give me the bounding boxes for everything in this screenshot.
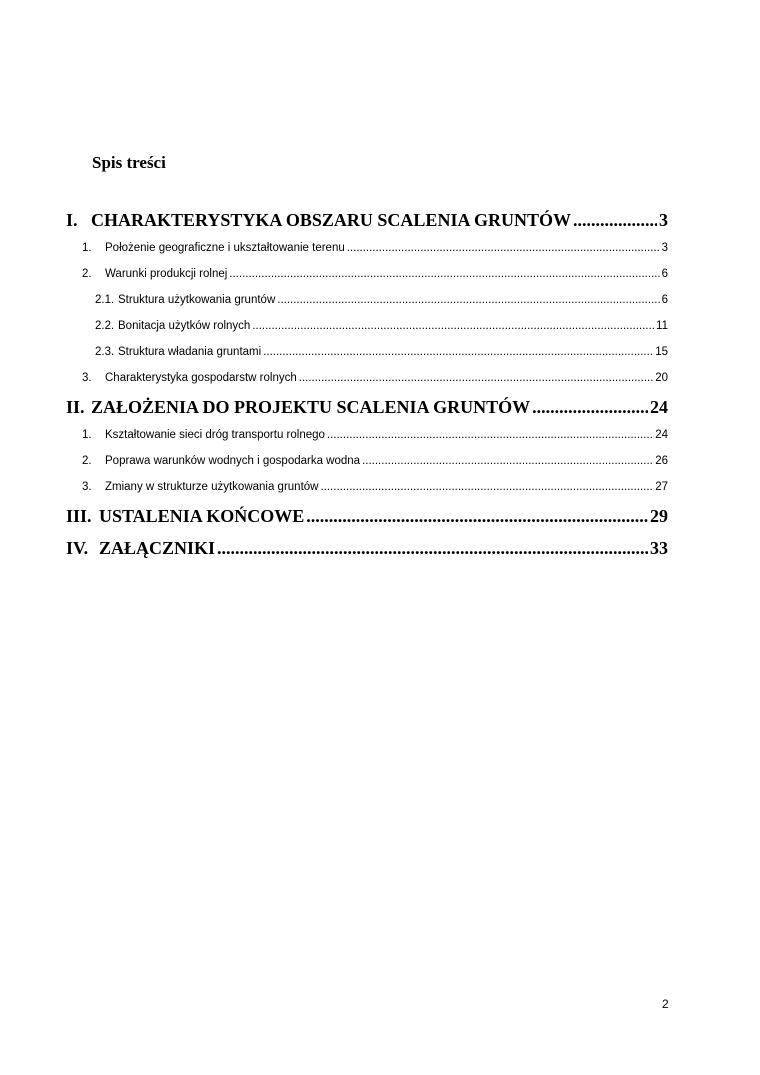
toc-entry-page: 6	[661, 268, 668, 280]
toc-entry-number: 2.3.	[95, 346, 115, 358]
toc-entry-number: I.	[66, 210, 78, 230]
toc-entry[interactable]	[66, 397, 668, 423]
toc-entry-text: Struktura użytkowania gruntów	[118, 294, 276, 306]
toc-entry-text: Poprawa warunków wodnych i gospodarka wodna	[105, 455, 361, 467]
toc-leader-dots	[573, 210, 657, 231]
toc-entry-number: 1.	[82, 429, 92, 441]
toc-entry-text: Kształtowanie sieci dróg transportu rolnego	[105, 429, 325, 441]
toc-entry-text: USTALENIA KOŃCOWE	[99, 506, 305, 526]
toc-entry[interactable]	[82, 268, 668, 286]
toc-leader-dots	[532, 397, 648, 418]
toc-entry-number: 2.	[82, 455, 92, 467]
toc-entry[interactable]	[66, 538, 668, 564]
toc-entry[interactable]	[82, 372, 668, 390]
toc-entry-page: 6	[661, 294, 668, 306]
toc-entry-text: Bonitacja użytków rolnych	[118, 320, 251, 332]
toc-leader-dots	[229, 268, 659, 280]
toc-entry[interactable]	[82, 242, 668, 260]
toc-entry-page: 24	[650, 397, 668, 417]
toc-entry-page: 11	[656, 320, 668, 332]
toc-entry-text: Charakterystyka gospodarstw rolnych	[105, 372, 297, 384]
toc-entry-number: III.	[66, 506, 92, 526]
toc-entry-page: 20	[655, 372, 668, 384]
toc-entry-number: 3.	[82, 481, 92, 493]
toc-entry-page: 33	[650, 538, 668, 558]
toc-leader-dots	[217, 538, 648, 559]
toc-entry[interactable]	[95, 294, 668, 312]
toc-entry[interactable]	[66, 210, 668, 236]
toc-entry[interactable]	[95, 346, 668, 364]
toc-entry[interactable]	[82, 455, 668, 473]
page-number: 2	[662, 997, 669, 1011]
toc-entry-number: 1.	[82, 242, 92, 254]
toc-leader-dots	[320, 481, 653, 493]
toc-title: Spis treści	[92, 153, 166, 172]
toc-entry-page: 24	[655, 429, 668, 441]
toc-entry-text: ZAŁĄCZNIKI	[99, 538, 216, 558]
toc-entry-number: 2.	[82, 268, 92, 280]
toc-entry-text: ZAŁOŻENIA DO PROJEKTU SCALENIA GRUNTÓW	[91, 397, 531, 417]
toc-leader-dots	[347, 242, 660, 254]
toc-entry-text: CHARAKTERYSTYKA OBSZARU SCALENIA GRUNTÓW	[91, 210, 571, 230]
toc-leader-dots	[327, 429, 653, 441]
toc-entry-page: 27	[655, 481, 668, 493]
toc-entry-text: Warunki produkcji rolnej	[105, 268, 228, 280]
toc-leader-dots	[362, 455, 653, 467]
toc-entry-number: 3.	[82, 372, 92, 384]
toc-entry[interactable]	[82, 481, 668, 499]
toc-entry-number: II.	[66, 397, 85, 417]
toc-entry-text: Struktura władania gruntami	[118, 346, 262, 358]
toc-entry[interactable]	[82, 429, 668, 447]
toc-entry[interactable]	[95, 320, 668, 338]
toc-entry-page: 3	[661, 242, 668, 254]
toc-entry-page: 15	[655, 346, 668, 358]
toc-leader-dots	[306, 506, 648, 527]
toc-entry-number: 2.1.	[95, 294, 115, 306]
toc-entry-number: 2.2.	[95, 320, 115, 332]
toc-entry-text: Zmiany w strukturze użytkowania gruntów	[105, 481, 319, 493]
toc-entry-text: Położenie geograficzne i ukształtowanie terenu	[105, 242, 345, 254]
toc-entry-page: 3	[659, 210, 668, 230]
toc-entry-page: 26	[655, 455, 668, 467]
toc-entry[interactable]	[66, 506, 668, 532]
toc-leader-dots	[252, 320, 654, 332]
toc-leader-dots	[263, 346, 653, 358]
toc-entry-number: IV.	[66, 538, 89, 558]
toc-leader-dots	[277, 294, 659, 306]
toc-leader-dots	[299, 372, 653, 384]
toc-entry-page: 29	[650, 506, 668, 526]
